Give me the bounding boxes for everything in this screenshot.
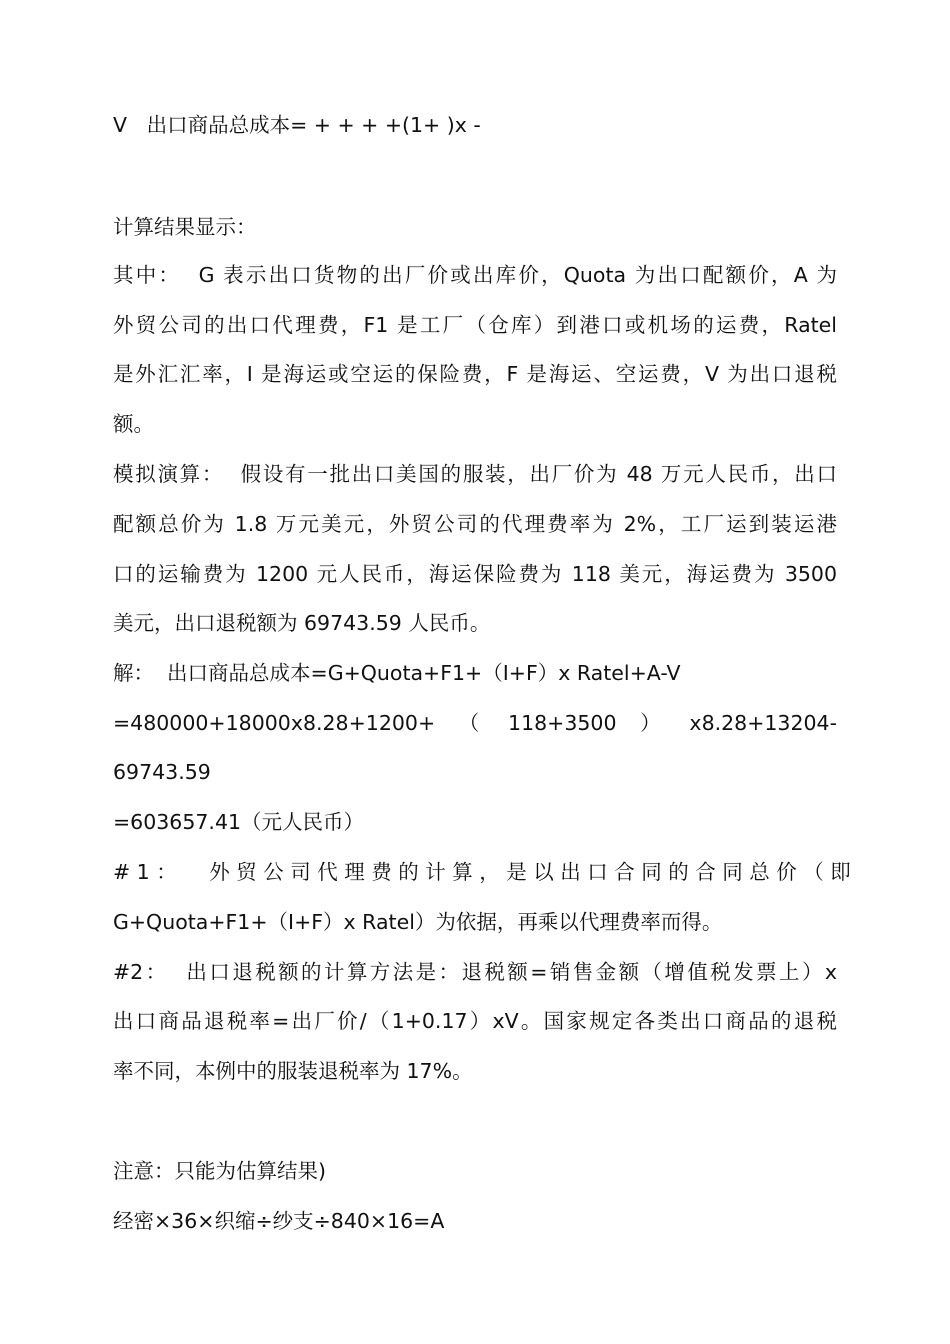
- solution-line-3: 69743.59: [113, 760, 211, 784]
- example-line-2: 配额总价为 1.8 万元美元，外贸公司的代理费率为 2%，工厂运到装运港: [113, 512, 837, 536]
- definition-line-4: 额。: [113, 412, 154, 436]
- example-line-1: 模拟演算： 假设有一批出口美国的服装，出厂价为 48 万元人民币，出口: [113, 462, 837, 486]
- definition-line-3: 是外汇汇率，I 是海运或空运的保险费，F 是海运、空运费，V 为出口退税: [113, 362, 837, 386]
- solution-line-2: =480000+18000x8.28+1200+ （ 118+3500 ） x8.28+13204-: [113, 711, 837, 735]
- example-line-3: 口的运输费为 1200 元人民币，海运保险费为 118 美元，海运费为 3500: [113, 562, 837, 586]
- note-1-line-1: #1： 外贸公司代理费的计算，是以出口合同的合同总价（即: [113, 860, 858, 884]
- fabric-formula-line: 经密×36×织缩÷纱支÷840×16=A: [113, 1209, 445, 1233]
- formula-line: V 出口商品总成本= + + + +(1+ )x -: [113, 113, 481, 137]
- solution-line-1: 解： 出口商品总成本=G+Quota+F1+（I+F）x Ratel+A-V: [113, 661, 681, 685]
- note-2-line-1: #2： 出口退税额的计算方法是：退税额=销售金额（增值税发票上）x: [113, 960, 837, 984]
- note-2-line-2: 出口商品退税率=出厂价/（1+0.17）xV。国家规定各类出口商品的退税: [113, 1009, 837, 1033]
- caution-line: 注意：只能为估算结果): [113, 1159, 326, 1183]
- example-line-4: 美元，出口退税额为 69743.59 人民币。: [113, 611, 491, 635]
- definition-line-1: 其中： G 表示出口货物的出厂价或出库价，Quota 为出口配额价，A 为: [113, 263, 837, 287]
- note-2-line-3: 率不同，本例中的服装退税率为 17%。: [113, 1059, 473, 1083]
- definition-line-2: 外贸公司的出口代理费，F1 是工厂（仓库）到港口或机场的运费，Ratel: [113, 313, 837, 337]
- note-1-line-2: G+Quota+F1+（I+F）x Ratel）为依据，再乘以代理费率而得。: [113, 910, 723, 934]
- solution-result: =603657.41（元人民币）: [113, 810, 365, 834]
- result-heading: 计算结果显示：: [113, 215, 257, 239]
